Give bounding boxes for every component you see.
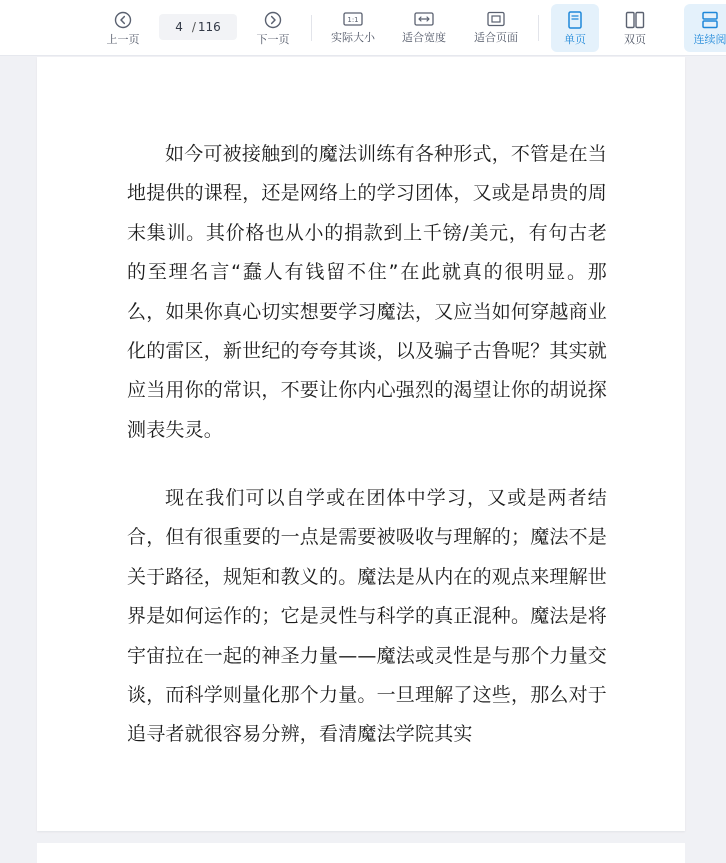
toolbar-divider xyxy=(538,15,539,41)
fit-width-button[interactable] xyxy=(396,4,452,52)
continuous-scroll-icon xyxy=(701,11,719,29)
document-page xyxy=(37,57,685,831)
prev-page-button[interactable] xyxy=(101,4,145,52)
page-separator: / xyxy=(192,20,196,34)
toolbar-divider xyxy=(311,15,312,41)
double-page-icon xyxy=(625,11,645,29)
continuous-scroll-label: 连续阅 xyxy=(694,33,726,46)
fit-width-label: 适合宽度 xyxy=(402,31,446,44)
single-page-button[interactable] xyxy=(551,4,599,52)
fit-page-icon xyxy=(486,11,506,27)
next-page-label: 下一页 xyxy=(257,33,290,46)
continuous-scroll-button[interactable] xyxy=(684,4,726,52)
chevron-right-circle-icon xyxy=(264,11,282,29)
total-pages: 116 xyxy=(198,20,221,34)
reader-toolbar xyxy=(0,0,726,56)
paragraph: 现在我们可以自学或在团体中学习，又或是两者结合，但有很重要的一点是需要被吸收与理解的；魔法不是关于路径，规矩和教义的。魔法是从内在的观点来理解世界是如何运作的；它是灵性与科学的真正混种。魔法是将宇宙拉在一起的神圣力量——魔法或灵性是与那个力量交谈，而科学则量化那个力量。一旦理解了这些，那么对于追寻者就很容易分辨，看清魔法学院其实 xyxy=(127,479,607,755)
fit-page-label: 适合页面 xyxy=(474,31,518,44)
double-page-button[interactable] xyxy=(613,4,657,52)
actual-size-label: 实际大小 xyxy=(331,31,375,44)
prev-page-label: 上一页 xyxy=(107,33,140,46)
current-page[interactable]: 4 xyxy=(175,20,183,34)
actual-size-icon xyxy=(343,11,363,27)
double-page-label: 双页 xyxy=(624,33,646,46)
next-page-button[interactable] xyxy=(251,4,295,52)
fit-width-icon xyxy=(414,11,434,27)
actual-size-button[interactable] xyxy=(325,4,381,52)
fit-page-button[interactable] xyxy=(468,4,524,52)
next-document-page xyxy=(37,843,685,863)
page-number-input[interactable] xyxy=(159,14,237,40)
paragraph: 如今可被接触到的魔法训练有各种形式，不管是在当地提供的课程，还是网络上的学习团体，又或是昂贵的周末集训。其价格也从小的捐款到上千镑/美元，有句古老的至理名言“蠢人有钱留不住”在此就真的很明显。那么，如果你真心切实想要学习魔法，又应当如何穿越商业化的雷区，新世纪的夸夸其谈，以及骗子古鲁呢？其实就应当用你的常识，不要让你内心强烈的渴望让你的胡说探测表失灵。 xyxy=(127,135,607,450)
single-page-label: 单页 xyxy=(564,33,586,46)
chevron-left-circle-icon xyxy=(114,11,132,29)
svg-text:1:1: 1:1 xyxy=(347,16,358,24)
single-page-icon xyxy=(567,11,583,29)
